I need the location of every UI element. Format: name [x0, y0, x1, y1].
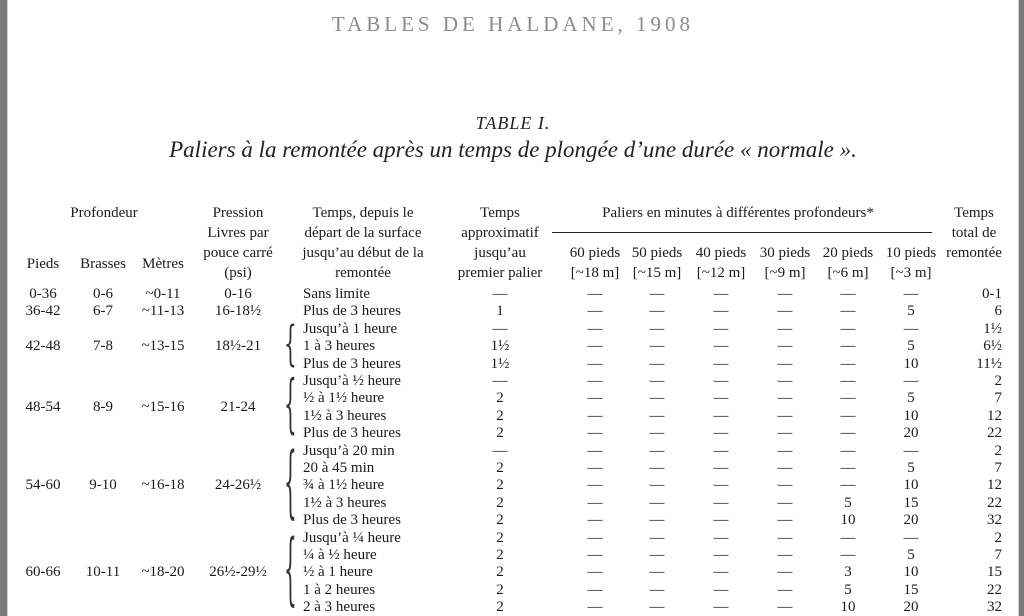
cell-stop: — [713, 338, 729, 355]
cell-temps: 1½ à 3 heures [303, 407, 387, 424]
cell-stop: — [649, 581, 665, 598]
cell-stop: 5 [844, 494, 852, 511]
header-metres: Mètres [142, 256, 184, 272]
stop-header-metres: [~6 m] [827, 265, 869, 281]
cell-temps: 1 à 3 heures [303, 338, 376, 355]
cell-stop: — [777, 564, 793, 581]
cell-stop: 15 [903, 581, 919, 598]
cell-approx: 2 [496, 547, 504, 563]
cell-stop: — [840, 320, 856, 337]
cell-stop: — [840, 303, 856, 320]
cell-stop: — [587, 599, 603, 616]
cell-stop: 20 [903, 599, 919, 616]
cell-temps: Jusqu’à ¼ heure [303, 529, 401, 546]
cell-pieds: 60-66 [25, 564, 61, 581]
cell-stop: — [587, 338, 603, 355]
cell-brasses: 10-11 [85, 564, 121, 581]
cell-stop: — [840, 390, 856, 407]
header-temps-depuis-line1: Temps, depuis le [312, 205, 414, 221]
cell-stop: 10 [903, 407, 919, 424]
cell-metres: ~16-18 [141, 477, 185, 494]
cell-metres: ~15-16 [141, 399, 185, 416]
cell-stop: 3 [844, 564, 852, 581]
cell-brasses: 0-6 [93, 286, 113, 302]
cell-total: 7 [994, 390, 1002, 407]
cell-temps: Jusqu’à 1 heure [303, 320, 398, 337]
cell-approx: 2 [496, 512, 504, 529]
cell-stop: 10 [903, 355, 919, 372]
cell-stop: — [777, 373, 793, 389]
cell-stop: 10 [903, 477, 919, 494]
cell-approx: 2 [496, 529, 504, 546]
cell-stop: — [649, 442, 665, 459]
cell-pieds: 42-48 [25, 338, 61, 355]
cell-stop: — [649, 599, 665, 616]
cell-approx: — [492, 442, 508, 459]
cell-stop: — [903, 529, 919, 546]
header-temps-approx-line4: premier palier [457, 265, 543, 281]
cell-approx: 2 [496, 564, 504, 581]
cell-stop: — [649, 547, 665, 563]
cell-approx: 2 [496, 599, 504, 616]
stop-header-pieds: 60 pieds [569, 245, 621, 261]
cell-stop: — [587, 407, 603, 424]
cell-total: 2 [994, 529, 1002, 546]
cell-temps: ¾ à 1½ heure [303, 477, 385, 494]
cell-stop: — [587, 425, 603, 442]
stop-header-pieds: 10 pieds [885, 245, 937, 261]
cell-stop: — [840, 529, 856, 546]
header-temps-approx [445, 203, 555, 283]
cell-stop: — [713, 599, 729, 616]
header-brasses: Brasses [80, 256, 126, 272]
cell-approx: 1½ [490, 338, 510, 355]
group-brace: { [284, 519, 297, 615]
stop-header-metres: [~15 m] [632, 265, 682, 281]
cell-approx: 1½ [490, 355, 510, 372]
cell-stop: — [777, 390, 793, 407]
cell-stop: — [649, 373, 665, 389]
document-page [7, 0, 1019, 616]
cell-stop: 20 [903, 512, 919, 529]
cell-stop: — [713, 355, 729, 372]
cell-stop: — [649, 303, 665, 320]
cell-pression: 16-18½ [214, 303, 262, 320]
cell-stop: — [713, 286, 729, 302]
cell-stop: 20 [903, 425, 919, 442]
cell-stop: — [777, 494, 793, 511]
cell-stop: — [840, 407, 856, 424]
cell-stop: 10 [840, 512, 856, 529]
cell-brasses: 8-9 [93, 399, 113, 416]
cell-total: 32 [987, 599, 1002, 616]
cell-stop: — [649, 390, 665, 407]
cell-stop: — [587, 547, 603, 563]
cell-total: 11½ [976, 355, 1002, 372]
stop-header-metres: [~9 m] [764, 265, 806, 281]
header-pression-line1: Pression [212, 205, 264, 221]
cell-stop: 5 [907, 338, 915, 355]
stop-header [751, 243, 819, 283]
cell-temps: Jusqu’à ½ heure [303, 373, 401, 389]
cell-stop: — [713, 320, 729, 337]
cell-total: 2 [994, 373, 1002, 389]
cell-stop: — [649, 564, 665, 581]
cell-stop: — [777, 581, 793, 598]
cell-pieds: 36-42 [25, 303, 61, 320]
header-pression-line4: (psi) [224, 265, 252, 281]
cell-temps: ½ à 1½ heure [303, 390, 385, 407]
cell-temps: 20 à 45 min [303, 460, 375, 476]
cell-stop: — [587, 390, 603, 407]
cell-total: 12 [987, 477, 1002, 494]
cell-stop: — [777, 355, 793, 372]
cell-total: 32 [987, 512, 1002, 529]
cell-total: 0-1 [982, 286, 1002, 302]
stop-header [623, 243, 691, 283]
cell-stop: — [713, 564, 729, 581]
cell-stop: — [840, 373, 856, 389]
cell-pression: 26½-29½ [209, 564, 267, 581]
cell-stop: 5 [907, 547, 915, 563]
header-pression-line3: pouce carré [203, 245, 273, 261]
stop-header-pieds: 40 pieds [695, 245, 747, 261]
cell-stop: — [587, 460, 603, 476]
cell-stop: — [840, 442, 856, 459]
cell-stop: — [840, 460, 856, 476]
header-temps-approx-line2: approximatif [461, 225, 539, 241]
cell-pieds: 54-60 [25, 477, 61, 494]
cell-stop: — [587, 512, 603, 529]
cell-temps: Sans limite [303, 286, 371, 302]
stop-header-pieds: 50 pieds [631, 245, 683, 261]
cell-stop: — [777, 529, 793, 546]
cell-stop: 5 [907, 460, 915, 476]
page-header: TABLES DE HALDANE, 1908 [331, 12, 695, 36]
cell-stop: 10 [903, 564, 919, 581]
header-temps-depuis-line4: remontée [335, 265, 391, 281]
cell-stop: 5 [907, 303, 915, 320]
cell-stop: — [777, 477, 793, 494]
cell-approx: 2 [496, 477, 504, 494]
header-pieds: Pieds [26, 256, 60, 272]
table-subtitle: Paliers à la remontée après un temps de plongée d’une durée « normale ». [169, 137, 857, 162]
cell-stop: — [777, 320, 793, 337]
cell-stop: — [587, 355, 603, 372]
cell-temps: Plus de 3 heures [303, 512, 401, 529]
header-paliers: Paliers en minutes à différentes profondeurs* [602, 205, 874, 221]
cell-total: 12 [987, 407, 1002, 424]
header-pression [188, 203, 288, 283]
cell-temps: 1 à 2 heures [303, 581, 376, 598]
cell-stop: — [840, 547, 856, 563]
cell-stop: — [713, 303, 729, 320]
cell-metres: ~13-15 [141, 338, 185, 355]
stop-header-pieds: 30 pieds [759, 245, 811, 261]
cell-total: 22 [987, 494, 1002, 511]
cell-approx: — [492, 320, 508, 337]
cell-stop: — [713, 547, 729, 563]
header-total [938, 203, 1010, 263]
stop-header-metres: [~18 m] [570, 265, 620, 281]
cell-stop: — [777, 303, 793, 320]
cell-temps: ¼ à ½ heure [303, 547, 377, 563]
group-brace: { [284, 432, 297, 528]
cell-pieds: 48-54 [25, 399, 61, 416]
cell-stop: — [649, 529, 665, 546]
cell-pieds: 0-36 [29, 286, 57, 302]
cell-stop: — [587, 477, 603, 494]
cell-stop: — [587, 581, 603, 598]
cell-metres: ~11-13 [141, 303, 185, 320]
cell-stop: — [649, 425, 665, 442]
cell-stop: — [649, 338, 665, 355]
cell-total: 6½ [983, 338, 1002, 355]
cell-pression: 18½-21 [214, 338, 262, 355]
cell-brasses: 9-10 [89, 477, 117, 494]
cell-stop: — [777, 338, 793, 355]
cell-stop: — [840, 477, 856, 494]
cell-stop: — [587, 286, 603, 302]
cell-total: 22 [987, 581, 1002, 598]
cell-approx: 2 [496, 425, 504, 442]
group-brace: { [284, 314, 297, 372]
cell-stop: — [777, 286, 793, 302]
cell-stop: — [777, 547, 793, 563]
cell-stop: — [840, 355, 856, 372]
cell-brasses: 7-8 [93, 338, 113, 355]
cell-stop: — [777, 512, 793, 529]
stop-header [877, 243, 945, 283]
cell-stop: — [649, 512, 665, 529]
cell-stop: 15 [903, 494, 919, 511]
cell-approx: 2 [496, 460, 504, 476]
cell-stop: — [587, 320, 603, 337]
header-temps-depuis-line3: jusqu’au début de la [302, 245, 424, 261]
header-paliers-rule [552, 232, 932, 233]
cell-stop: — [777, 425, 793, 442]
cell-stop: — [903, 286, 919, 302]
cell-stop: — [903, 373, 919, 389]
cell-stop: — [903, 442, 919, 459]
cell-stop: — [587, 442, 603, 459]
cell-stop: — [713, 442, 729, 459]
cell-approx: 2 [496, 407, 504, 424]
cell-pression: 21-24 [220, 399, 256, 416]
cell-metres: ~0-11 [145, 286, 181, 302]
cell-stop: — [649, 355, 665, 372]
cell-stop: — [587, 494, 603, 511]
stop-header-metres: [~3 m] [890, 265, 932, 281]
cell-stop: — [713, 425, 729, 442]
cell-stop: — [587, 564, 603, 581]
header-profondeur: Profondeur [70, 205, 138, 221]
stop-header-pieds: 20 pieds [822, 245, 874, 261]
cell-temps: 1½ à 3 heures [303, 494, 387, 511]
cell-total: 22 [987, 425, 1002, 442]
cell-stop: 5 [907, 390, 915, 407]
group-brace: { [284, 364, 297, 441]
cell-total: 7 [994, 547, 1002, 563]
cell-stop: — [713, 512, 729, 529]
cell-metres: ~18-20 [141, 564, 185, 581]
cell-stop: — [587, 303, 603, 320]
table-title: TABLE I. [475, 113, 551, 133]
cell-total: 1½ [983, 320, 1002, 337]
cell-stop: — [649, 320, 665, 337]
header-temps-depuis-line2: départ de la surface [304, 225, 422, 241]
cell-approx: 2 [496, 390, 504, 407]
cell-stop: 5 [844, 581, 852, 598]
cell-stop: — [713, 581, 729, 598]
header-total-line1: Temps [954, 205, 994, 221]
cell-total: 15 [987, 564, 1002, 581]
cell-stop: — [713, 373, 729, 389]
cell-temps: Jusqu’à 20 min [303, 442, 395, 459]
cell-approx: 2 [496, 581, 504, 598]
cell-total: 7 [994, 460, 1002, 476]
header-temps-approx-line1: Temps [480, 205, 520, 221]
header-total-line3: remontée [946, 245, 1002, 261]
cell-stop: — [713, 390, 729, 407]
cell-stop: — [649, 494, 665, 511]
cell-stop: — [840, 338, 856, 355]
cell-temps: Plus de 3 heures [303, 303, 401, 320]
cell-stop: — [587, 373, 603, 389]
stop-header [561, 243, 629, 283]
cell-total: 2 [994, 442, 1002, 459]
cell-approx: 2 [496, 494, 504, 511]
cell-stop: — [777, 442, 793, 459]
cell-approx: — [492, 286, 508, 302]
cell-temps: 2 à 3 heures [303, 599, 376, 616]
cell-stop: — [777, 460, 793, 476]
stop-header [814, 243, 882, 283]
cell-brasses: 6-7 [93, 303, 113, 320]
cell-temps: Plus de 3 heures [303, 355, 401, 372]
cell-approx: — [492, 373, 508, 389]
cell-stop: — [713, 407, 729, 424]
cell-approx: 1 [496, 303, 504, 320]
stop-header [687, 243, 755, 283]
header-pression-line2: Livres par [207, 225, 269, 241]
cell-stop: — [840, 286, 856, 302]
cell-stop: — [649, 477, 665, 494]
stop-header-metres: [~12 m] [696, 265, 746, 281]
cell-stop: — [587, 529, 603, 546]
header-total-line2: total de [951, 225, 997, 241]
cell-pression: 0-16 [224, 286, 252, 302]
cell-stop: — [713, 460, 729, 476]
cell-stop: 10 [840, 599, 856, 616]
cell-stop: — [903, 320, 919, 337]
cell-stop: — [713, 529, 729, 546]
cell-temps: ½ à 1 heure [303, 564, 373, 581]
cell-stop: — [777, 599, 793, 616]
header-temps-depuis [288, 203, 438, 283]
cell-pression: 24-26½ [214, 477, 262, 494]
header-temps-approx-line3: jusqu’au [474, 245, 526, 261]
cell-stop: — [777, 407, 793, 424]
cell-temps: Plus de 3 heures [303, 425, 401, 442]
cell-stop: — [713, 494, 729, 511]
cell-stop: — [649, 407, 665, 424]
cell-stop: — [649, 460, 665, 476]
cell-stop: — [840, 425, 856, 442]
cell-stop: — [713, 477, 729, 494]
cell-stop: — [649, 286, 665, 302]
cell-total: 6 [994, 303, 1002, 320]
